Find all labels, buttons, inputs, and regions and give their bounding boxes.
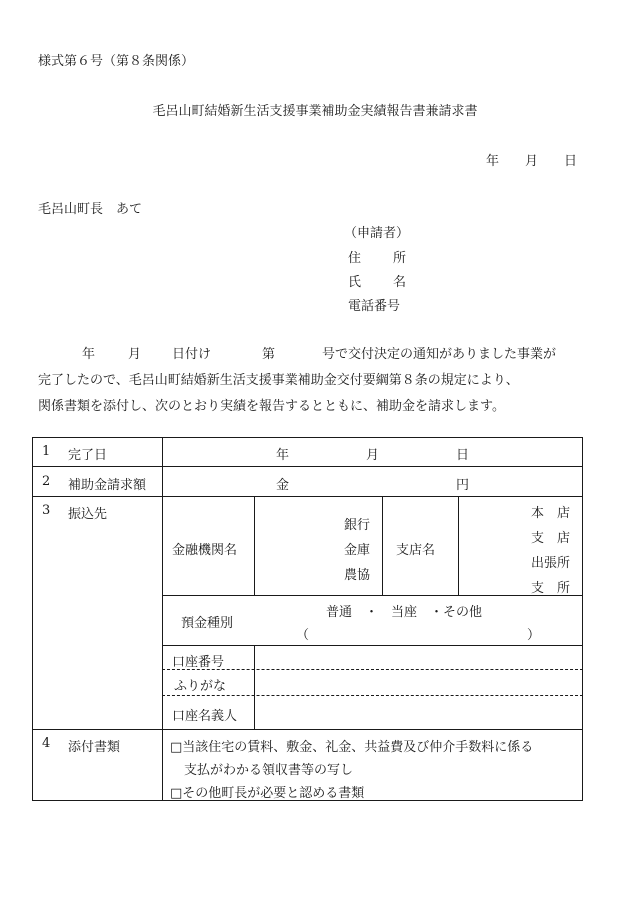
row2-label: 補助金請求額 (68, 478, 147, 493)
body-line2: 完了したので、毛呂山町結婚新生活支援事業補助金交付要綱第８条の規定により、 (38, 373, 519, 388)
row4-label: 添付書類 (68, 740, 121, 755)
row1-month: 月 (366, 448, 380, 463)
row3-number: 3 (42, 503, 51, 518)
bank-type-ginko: 銀行 (344, 518, 371, 533)
body-year: 年 (82, 347, 96, 362)
branch-name-label: 支店名 (396, 543, 436, 558)
row1-number: 1 (42, 444, 51, 459)
body-dai: 第 (262, 347, 276, 362)
deposit-other-paren-open: （ (296, 628, 310, 643)
row1-year: 年 (276, 448, 290, 463)
date-month: 月 (525, 154, 539, 169)
deposit-type-label: 預金種別 (181, 616, 234, 631)
addressee: 毛呂山町長 あて (38, 202, 143, 217)
bank-type-kinko: 金庫 (344, 543, 371, 558)
row2-kin: 金 (276, 478, 290, 493)
furigana-label: ふりがな (174, 679, 227, 694)
body-line1-rest: 号で交付決定の通知がありました事業が (322, 347, 557, 362)
deposit-other-paren-close: ） (527, 628, 541, 643)
account-holder-label: 口座名義人 (172, 709, 238, 724)
date-day: 日 (564, 154, 578, 169)
row2-yen: 円 (456, 478, 470, 493)
date-year: 年 (486, 154, 500, 169)
date-line (486, 150, 577, 169)
branch-type-shisho: 支 所 (531, 581, 571, 596)
applicant-heading: （申請者） (344, 226, 410, 241)
account-number-label: 口座番号 (172, 655, 225, 670)
bank-type-nokyo: 農協 (344, 568, 371, 583)
row2-number: 2 (42, 474, 51, 489)
branch-type-honten: 本 店 (531, 506, 571, 521)
document-title: 毛呂山町結婚新生活支援事業補助金実績報告書兼請求書 (152, 104, 478, 119)
applicant-address-label: 住 所 (348, 251, 407, 266)
financial-institution-label: 金融機関名 (172, 543, 238, 558)
body-line3: 関係書類を添付し、次のとおり実績を報告するとともに、補助金を請求します。 (38, 399, 505, 414)
row1-label: 完了日 (68, 448, 108, 463)
body-month: 月 (128, 347, 142, 362)
applicant-name-label: 氏 名 (348, 275, 407, 290)
row3-label: 振込先 (68, 507, 108, 522)
deposit-options: 普通 ・ 当座 ・その他 (326, 605, 483, 620)
attachment-item-2: □その他町長が必要と認める書類 (170, 786, 365, 801)
row1-day: 日 (456, 448, 470, 463)
body-day: 日付け (172, 347, 212, 362)
attachment-item-1-cont: 支払がわかる領収書等の写し (184, 763, 354, 778)
branch-type-shiten: 支 店 (531, 531, 571, 546)
form-number-label: 様式第６号（第８条関係） (38, 54, 195, 69)
row4-number: 4 (42, 736, 51, 751)
branch-type-shutchojo: 出張所 (531, 556, 571, 571)
attachment-item-1: □当該住宅の賃料、敷金、礼金、共益費及び仲介手数料に係る (170, 740, 534, 755)
applicant-phone-label: 電話番号 (348, 299, 401, 314)
